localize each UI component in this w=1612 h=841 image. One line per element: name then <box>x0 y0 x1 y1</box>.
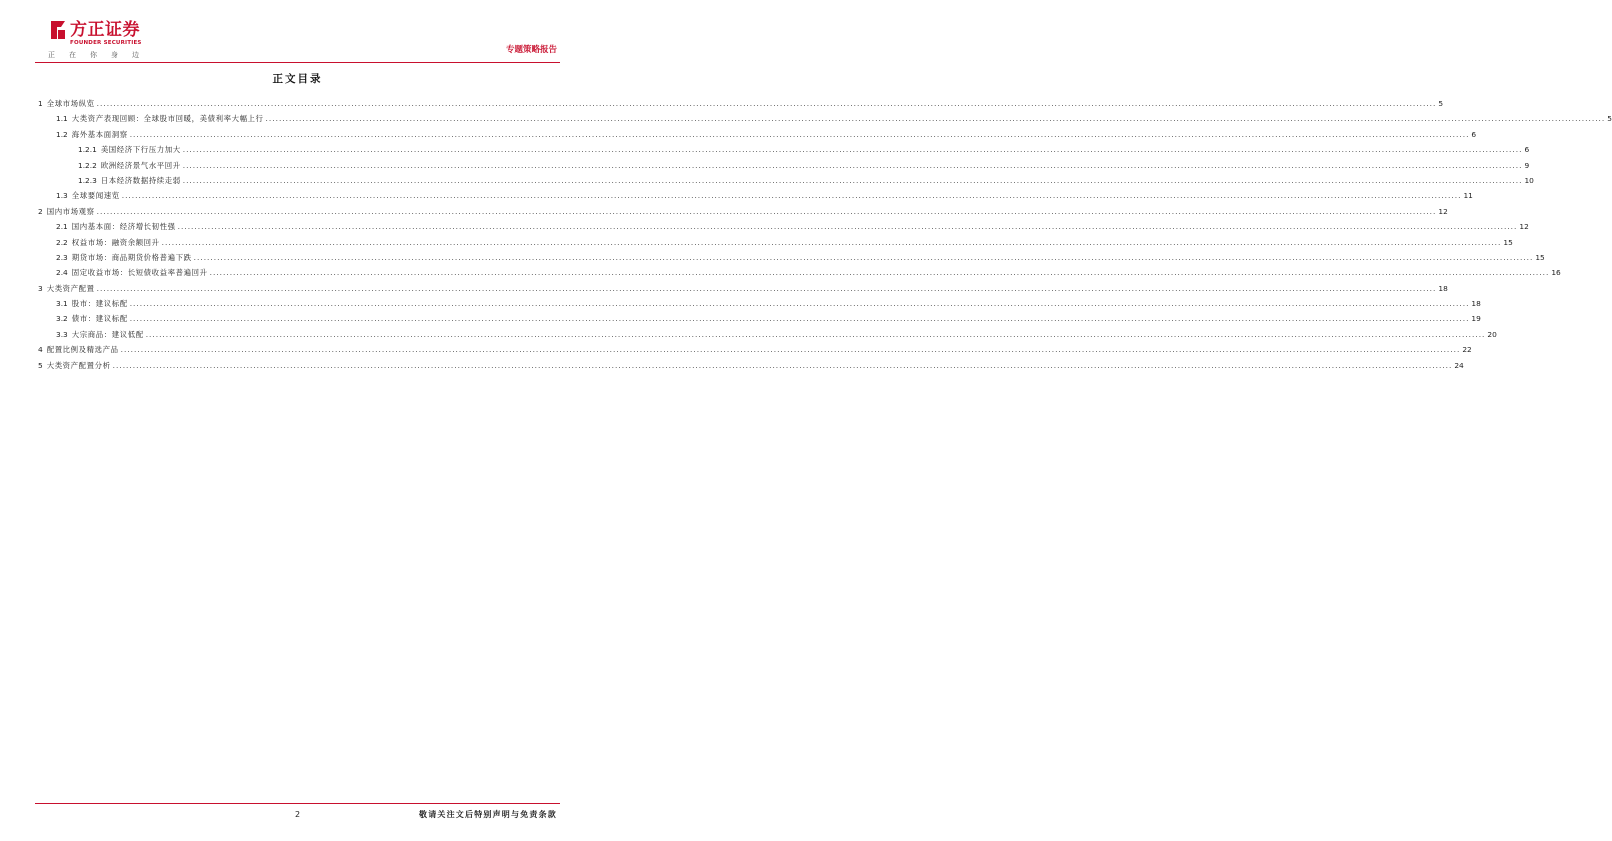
toc-entry-number: 1.2.2 <box>78 160 97 170</box>
toc-dot-leader: ................................................................................................................................................................................................................................................................................................................................................................................................................ <box>182 145 1523 155</box>
toc-entry-title: 固定收益市场：长短债收益率普遍回升 <box>71 268 208 278</box>
toc-entry-page: 12 <box>1519 222 1529 232</box>
toc-entry-page: 9 <box>1524 160 1530 170</box>
toc-entry-page: 18 <box>1438 283 1448 293</box>
toc-entry-title: 债市：建议标配 <box>71 314 128 324</box>
toc-entry-page: 20 <box>1487 329 1497 339</box>
toc-dot-leader: ................................................................................................................................................................................................................................................................................................................................................................................................................ <box>129 314 1470 324</box>
toc-entry-title: 全球要闻速览 <box>71 191 120 201</box>
toc-dot-leader: ................................................................................................................................................................................................................................................................................................................................................................................................................ <box>182 160 1523 170</box>
page-number: 2 <box>294 810 301 819</box>
toc-entry-page: 10 <box>1524 175 1534 185</box>
toc-entry[interactable] <box>38 142 1530 157</box>
toc-entry-title: 国内基本面：经济增长韧性强 <box>71 222 176 232</box>
toc-entry[interactable] <box>38 111 1612 126</box>
toc-entry-title: 大宗商品：建议低配 <box>71 329 144 339</box>
toc-entry[interactable] <box>38 342 1472 357</box>
toc-entry[interactable] <box>38 173 1534 188</box>
toc-entry-page: 6 <box>1471 129 1477 139</box>
toc-entry-number: 1.3 <box>56 191 68 201</box>
toc-entry[interactable] <box>38 158 1530 173</box>
toc-entry-page: 12 <box>1438 206 1448 216</box>
toc-entry-title: 权益市场：融资余额回升 <box>71 237 160 247</box>
toc-dot-leader: ................................................................................................................................................................................................................................................................................................................................................................................................................ <box>96 283 1437 293</box>
toc-dot-leader: ................................................................................................................................................................................................................................................................................................................................................................................................................ <box>96 206 1437 216</box>
toc-dot-leader: ................................................................................................................................................................................................................................................................................................................................................................................................................ <box>193 252 1534 262</box>
toc-dot-leader: ................................................................................................................................................................................................................................................................................................................................................................................................................ <box>121 191 1462 201</box>
toc-entry-number: 2 <box>38 206 43 216</box>
toc-entry-page: 5 <box>1438 99 1444 108</box>
disclaimer-note: 敬请关注文后特别声明与免责条款 <box>419 810 557 819</box>
toc-entry[interactable] <box>38 281 1448 296</box>
toc-entry-page: 11 <box>1463 191 1473 201</box>
toc-entry[interactable] <box>38 358 1464 373</box>
toc-entry-number: 4 <box>38 345 43 355</box>
toc-entry-number: 3.2 <box>56 314 68 324</box>
logo-name: 方正证券 <box>70 20 140 40</box>
toc-entry-title: 配置比例及精选产品 <box>46 345 119 355</box>
toc-dot-leader: ................................................................................................................................................................................................................................................................................................................................................................................................................ <box>129 129 1470 139</box>
page-title: 正文目录 <box>272 73 323 85</box>
toc-entry-number: 2.4 <box>56 268 68 278</box>
toc-entry-page: 15 <box>1535 252 1545 262</box>
toc-dot-leader: ................................................................................................................................................................................................................................................................................................................................................................................................................ <box>182 175 1523 185</box>
toc-entry[interactable] <box>38 127 1477 142</box>
toc-entry[interactable] <box>38 311 1481 326</box>
toc-dot-leader: ................................................................................................................................................................................................................................................................................................................................................................................................................ <box>112 360 1453 370</box>
toc-entry[interactable] <box>38 265 1561 280</box>
toc-entry-title: 海外基本面洞察 <box>71 129 128 139</box>
toc-dot-leader: ................................................................................................................................................................................................................................................................................................................................................................................................................ <box>120 345 1461 355</box>
toc-entry-title: 全球市场纵览 <box>46 99 95 108</box>
toc-entry[interactable] <box>38 296 1481 311</box>
report-type-label: 专题策略报告 <box>505 45 557 55</box>
toc-dot-leader: ................................................................................................................................................................................................................................................................................................................................................................................................................ <box>145 329 1486 339</box>
table-of-contents <box>38 96 1612 373</box>
toc-entry[interactable] <box>38 235 1513 250</box>
toc-dot-leader: ................................................................................................................................................................................................................................................................................................................................................................................................................ <box>177 222 1518 232</box>
toc-entry-page: 15 <box>1503 237 1513 247</box>
toc-entry[interactable] <box>38 188 1473 203</box>
toc-entry-number: 3 <box>38 283 43 293</box>
toc-entry-page: 24 <box>1454 360 1464 370</box>
logo-english-name: FOUNDER SECURITIES <box>70 40 142 46</box>
company-logo <box>48 19 153 59</box>
toc-dot-leader: ................................................................................................................................................................................................................................................................................................................................................................................................................ <box>161 237 1502 247</box>
toc-entry-title: 日本经济数据持续走弱 <box>100 175 181 185</box>
toc-entry-number: 3.3 <box>56 329 68 339</box>
toc-entry-title: 大类资产配置 <box>46 283 95 293</box>
toc-entry-number: 5 <box>38 360 43 370</box>
toc-entry-page: 22 <box>1462 345 1472 355</box>
toc-entry-number: 1 <box>38 99 43 108</box>
toc-entry-title: 国内市场观察 <box>46 206 95 216</box>
toc-entry[interactable] <box>38 250 1545 265</box>
toc-entry-number: 1.2.1 <box>78 145 97 155</box>
logo-slogan: 正在你身边 <box>48 51 153 59</box>
toc-entry-page: 5 <box>1607 114 1612 124</box>
toc-entry-number: 2.1 <box>56 222 68 232</box>
toc-entry-number: 3.1 <box>56 299 68 309</box>
header-divider <box>35 62 560 63</box>
toc-dot-leader: ................................................................................................................................................................................................................................................................................................................................................................................................................ <box>265 114 1606 124</box>
page-header <box>0 0 595 64</box>
toc-entry-page: 16 <box>1551 268 1561 278</box>
toc-entry-page: 18 <box>1471 299 1481 309</box>
toc-entry-title: 股市：建议标配 <box>71 299 128 309</box>
footer-divider <box>35 803 560 804</box>
toc-entry[interactable] <box>38 204 1448 219</box>
toc-entry-title: 大类资产表现回顾：全球股市回暖，美债利率大幅上行 <box>71 114 264 124</box>
toc-entry[interactable] <box>38 219 1529 234</box>
toc-entry-title: 欧洲经济景气水平回升 <box>100 160 181 170</box>
toc-entry[interactable] <box>38 96 1444 111</box>
toc-dot-leader: ................................................................................................................................................................................................................................................................................................................................................................................................................ <box>209 268 1550 278</box>
toc-entry-page: 19 <box>1471 314 1481 324</box>
toc-entry-page: 6 <box>1524 145 1530 155</box>
toc-dot-leader: ................................................................................................................................................................................................................................................................................................................................................................................................................ <box>96 99 1437 108</box>
toc-entry-title: 期货市场：商品期货价格普遍下跌 <box>71 252 192 262</box>
toc-entry-number: 1.2.3 <box>78 175 97 185</box>
toc-entry-title: 大类资产配置分析 <box>46 360 111 370</box>
toc-entry-number: 2.3 <box>56 252 68 262</box>
toc-entry-number: 1.1 <box>56 114 68 124</box>
founder-logo-icon <box>48 19 68 41</box>
toc-entry[interactable] <box>38 327 1497 342</box>
toc-dot-leader: ................................................................................................................................................................................................................................................................................................................................................................................................................ <box>129 299 1470 309</box>
toc-entry-number: 2.2 <box>56 237 68 247</box>
toc-entry-title: 美国经济下行压力加大 <box>100 145 181 155</box>
toc-entry-number: 1.2 <box>56 129 68 139</box>
